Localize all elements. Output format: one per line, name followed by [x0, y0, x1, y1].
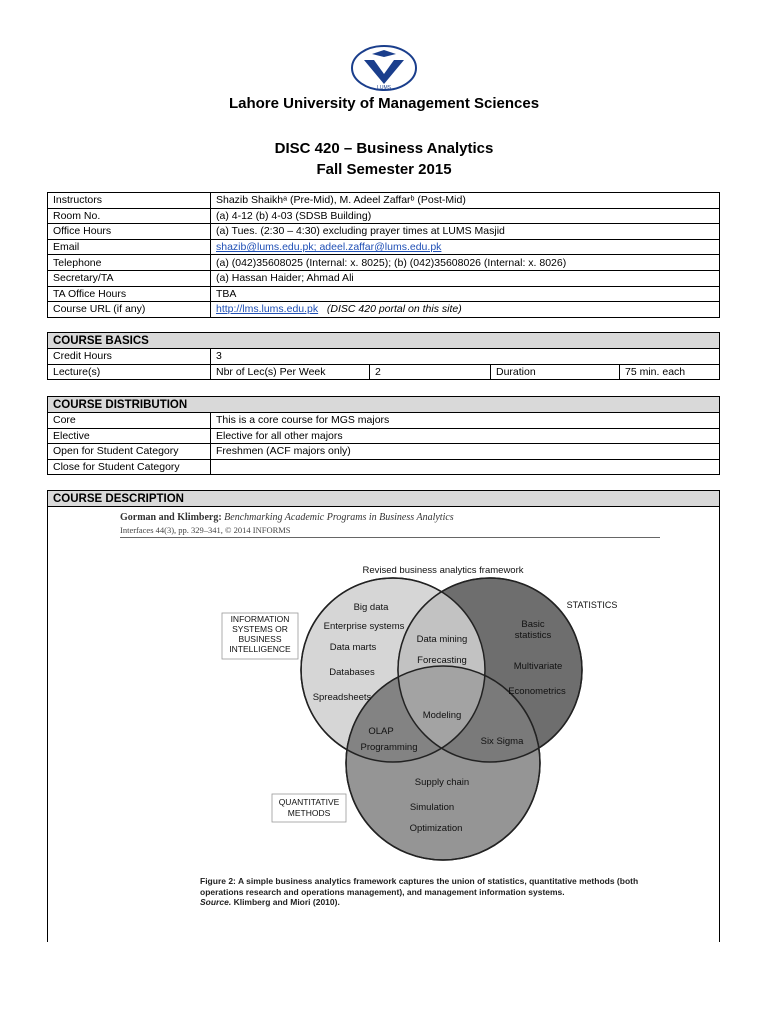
label-cell: Office Hours [48, 224, 211, 240]
diagram-title: Revised business analytics framework [362, 565, 524, 576]
table-row [48, 459, 720, 475]
framework-figure [68, 508, 668, 928]
table-row [48, 428, 720, 444]
email-link[interactable]: shazib@lums.edu.pk; adeel.zaffar@lums.edu.pk [216, 241, 442, 254]
section-header-row [48, 491, 720, 507]
value-cell: (a) 4-12 (b) 4-03 (SDSB Building) [211, 208, 720, 224]
value-cell: Elective for all other majors [211, 428, 720, 444]
table-row [48, 349, 720, 365]
table-row [48, 239, 720, 255]
table-row [48, 193, 720, 209]
table-row [48, 208, 720, 224]
value-cell: (a) Hassan Haider; Ahmad Ali [211, 270, 720, 286]
university-name: Lahore University of Management Sciences [228, 95, 540, 112]
label-cell: Course URL (if any) [48, 302, 211, 318]
course-title-block [0, 138, 768, 180]
venn-item: OLAP [368, 726, 394, 737]
table-row [48, 255, 720, 271]
course-title: DISC 420 – Business Analytics [274, 140, 494, 157]
table-row [48, 444, 720, 460]
table-row [48, 224, 720, 240]
figure-authors: Gorman and Klimberg: [120, 512, 222, 523]
label-cell: TA Office Hours [48, 286, 211, 302]
table-row [48, 302, 720, 318]
section-header-row [48, 333, 720, 349]
is-label-line: SYSTEMS OR [232, 624, 288, 634]
venn-item: Forecasting [417, 655, 467, 666]
logo-text: LUMS [377, 85, 391, 91]
venn-item: Data marts [329, 642, 377, 653]
table-row [48, 286, 720, 302]
value-cell: (a) (042)35608025 (Internal: x. 8025); (b) (042)35608026 (Internal: x. 8026) [211, 255, 720, 271]
venn-item: Programming [360, 742, 418, 753]
is-label-line: INTELLIGENCE [229, 644, 291, 654]
is-label-line: INFORMATION [230, 614, 290, 624]
venn-item: Six Sigma [480, 736, 524, 747]
value-cell: This is a core course for MGS majors [211, 413, 720, 429]
qm-label-line: QUANTITATIVE [278, 797, 340, 807]
label-cell: Elective [48, 428, 211, 444]
course-basics-table [47, 332, 720, 380]
qm-label-line: METHODS [287, 808, 331, 818]
venn-item: Modeling [422, 710, 462, 721]
venn-item: Spreadsheets [312, 692, 372, 703]
section-title: COURSE BASICS [48, 333, 720, 349]
venn-diagram [68, 508, 668, 868]
venn-item: Databases [329, 667, 375, 678]
email-cell [211, 239, 720, 255]
label-cell: Email [48, 239, 211, 255]
course-url-link[interactable]: http://lms.lums.edu.pk [216, 303, 319, 316]
caption-text: Figure 2: A simple business analytics framework captures the union of statistics, quantitative methods (both operations research and operations management), and management information systems. [200, 876, 639, 897]
semester: Fall Semester 2015 [316, 161, 452, 178]
nbr-label-cell: Nbr of Lec(s) Per Week [211, 364, 370, 380]
section-header-row [48, 397, 720, 413]
venn-item: Big data [353, 602, 389, 613]
venn-item: Multivariate [513, 661, 563, 672]
label-cell: Lecture(s) [48, 364, 211, 380]
value-cell: Freshmen (ACF majors only) [211, 444, 720, 460]
table-row [48, 364, 720, 380]
caption-source-label: Source. [200, 897, 232, 907]
course-description-table [47, 490, 720, 507]
label-cell: Telephone [48, 255, 211, 271]
value-cell: TBA [211, 286, 720, 302]
label-cell: Secretary/TA [48, 270, 211, 286]
label-cell: Instructors [48, 193, 211, 209]
is-label-line: BUSINESS [238, 634, 282, 644]
venn-item: Optimization [409, 823, 463, 834]
label-cell: Close for Student Category [48, 459, 211, 475]
caption-source: Klimberg and Miori (2010). [233, 897, 340, 907]
value-cell: 3 [211, 349, 720, 365]
figure-paper-title: Benchmarking Academic Programs in Business Analytics [224, 512, 454, 523]
section-title: COURSE DESCRIPTION [48, 491, 720, 507]
venn-item: Simulation [409, 802, 455, 813]
table-row [48, 413, 720, 429]
venn-item: Basic [521, 619, 545, 630]
value-cell: Shazib Shaikhᵃ (Pre-Mid), M. Adeel Zaffarᵇ (Post-Mid) [211, 193, 720, 209]
value-cell: (a) Tues. (2:30 – 4:30) excluding prayer times at LUMS Masjid [211, 224, 720, 240]
venn-item: Enterprise systems [323, 621, 405, 632]
table-row [48, 270, 720, 286]
label-cell: Core [48, 413, 211, 429]
url-cell [211, 302, 720, 318]
duration-value-cell: 75 min. each [620, 364, 720, 380]
nbr-value-cell: 2 [370, 364, 491, 380]
lums-logo [350, 44, 418, 92]
figure-caption [200, 876, 670, 908]
info-table [47, 192, 720, 318]
label-cell: Credit Hours [48, 349, 211, 365]
venn-item: statistics [514, 630, 552, 641]
figure-citation: Interfaces 44(3), pp. 329–341, © 2014 INFORMS [120, 525, 291, 535]
label-cell: Open for Student Category [48, 444, 211, 460]
stats-label: STATISTICS [566, 600, 618, 610]
course-distribution-table [47, 396, 720, 475]
duration-label-cell: Duration [491, 364, 620, 380]
venn-item: Data mining [416, 634, 468, 645]
value-cell [211, 459, 720, 475]
url-note: (DISC 420 portal on this site) [326, 303, 462, 316]
venn-item: Econometrics [508, 686, 566, 697]
section-title: COURSE DISTRIBUTION [48, 397, 720, 413]
venn-item: Supply chain [414, 777, 470, 788]
label-cell: Room No. [48, 208, 211, 224]
